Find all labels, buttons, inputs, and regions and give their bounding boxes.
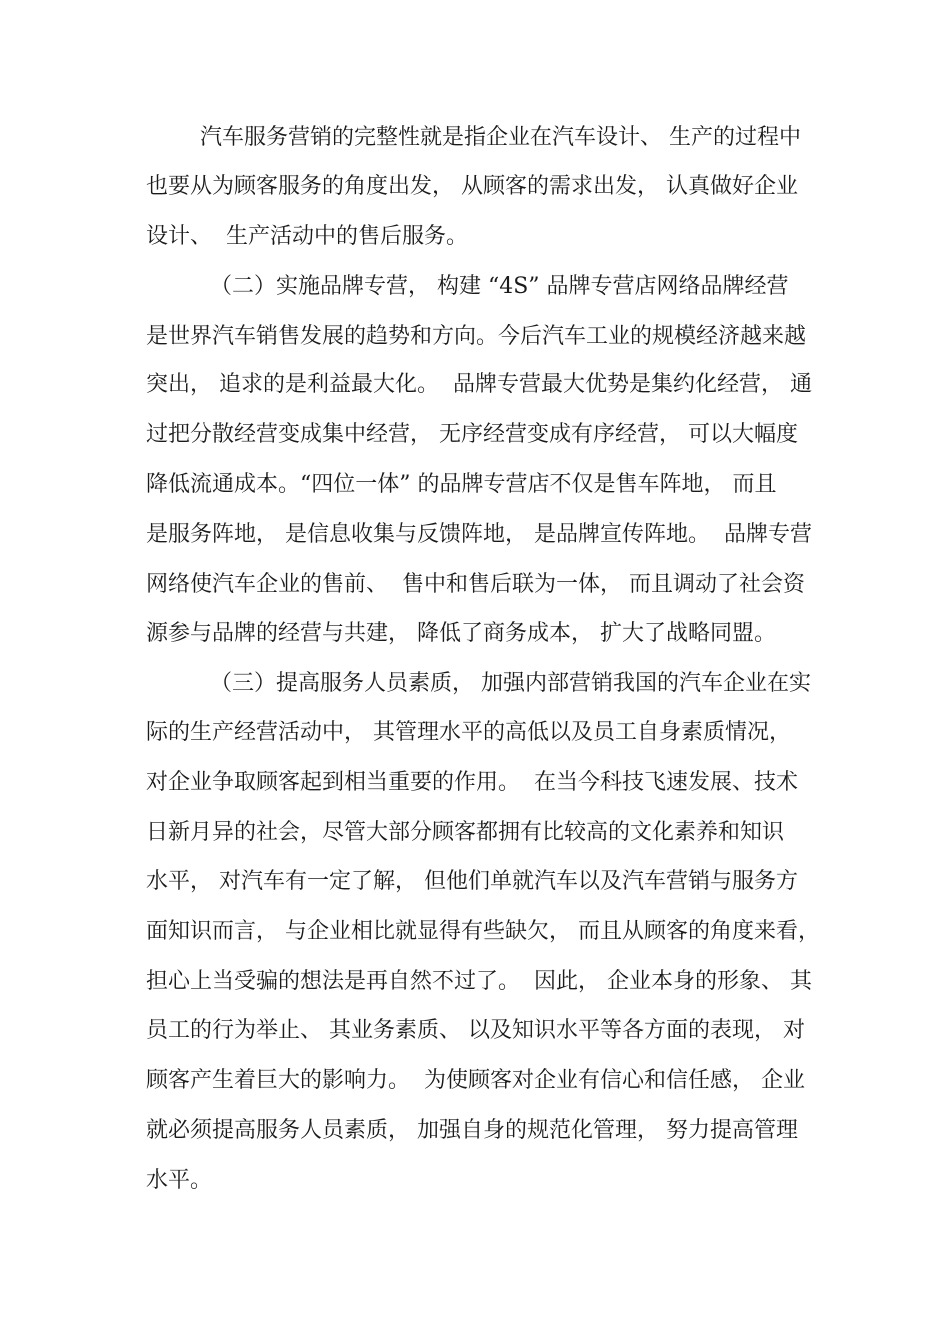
paragraph-2-line-5: 降低流通成本。“四位一体” 的品牌专营店不仅是售车阵地， 而且	[146, 472, 777, 497]
paragraph-2-line-1: （二）实施品牌专营， 构建 “4S” 品牌专营店网络品牌经营	[210, 274, 789, 299]
paragraph-3-line-5: 水平， 对汽车有一定了解， 但他们单就汽车以及汽车营销与服务方	[146, 869, 798, 894]
paragraph-2-line-7: 网络使汽车企业的售前、 售中和售后联为一体， 而且调动了社会资	[146, 572, 805, 597]
paragraph-3-line-9: 顾客产生着巨大的影响力。 为使顾客对企业有信心和信任感， 企业	[146, 1068, 805, 1093]
paragraph-3-line-3: 对企业争取顾客起到相当重要的作用。 在当今科技飞速发展、技术	[146, 770, 798, 795]
paragraph-3-line-10: 就必须提高服务人员素质， 加强自身的规范化管理， 努力提高管理	[146, 1118, 798, 1143]
paragraph-1-line-1: 汽车服务营销的完整性就是指企业在汽车设计、 生产的过程中	[200, 125, 801, 150]
paragraph-3-line-6: 面知识而言， 与企业相比就显得有些缺欠， 而且从顾客的角度来看，	[146, 919, 820, 944]
paragraph-3-line-2: 际的生产经营活动中， 其管理水平的高低以及员工自身素质情况，	[146, 720, 791, 745]
paragraph-3-line-7: 担心上当受骗的想法是再自然不过了。 因此， 企业本身的形象、 其	[146, 969, 812, 994]
paragraph-3-line-4: 日新月异的社会，尽管大部分顾客都拥有比较高的文化素养和知识	[146, 820, 785, 845]
paragraph-3-line-11: 水平。	[146, 1168, 213, 1193]
paragraph-3-line-1: （三）提高服务人员素质， 加强内部营销我国的汽车企业在实	[210, 671, 811, 696]
paragraph-2-line-2: 是世界汽车销售发展的趋势和方向。今后汽车工业的规模经济越来越	[146, 324, 807, 349]
paragraph-2-line-3: 突出， 追求的是利益最大化。 品牌专营最大优势是集约化经营， 通	[146, 372, 812, 397]
paragraph-2-line-6: 是服务阵地， 是信息收集与反馈阵地， 是品牌宣传阵地。 品牌专营	[146, 522, 812, 547]
paragraph-1-line-2: 也要从为顾客服务的角度出发， 从顾客的需求出发， 认真做好企业	[146, 174, 798, 199]
paragraph-2-line-8: 源参与品牌的经营与共建， 降低了商务成本， 扩大了战略同盟。	[146, 621, 776, 646]
paragraph-3-line-8: 员工的行为举止、 其业务素质、 以及知识水平等各方面的表现， 对	[146, 1018, 805, 1043]
paragraph-2-line-4: 过把分散经营变成集中经营， 无序经营变成有序经营， 可以大幅度	[146, 422, 798, 447]
paragraph-1-line-3: 设计、 生产活动中的售后服务。	[146, 224, 468, 249]
